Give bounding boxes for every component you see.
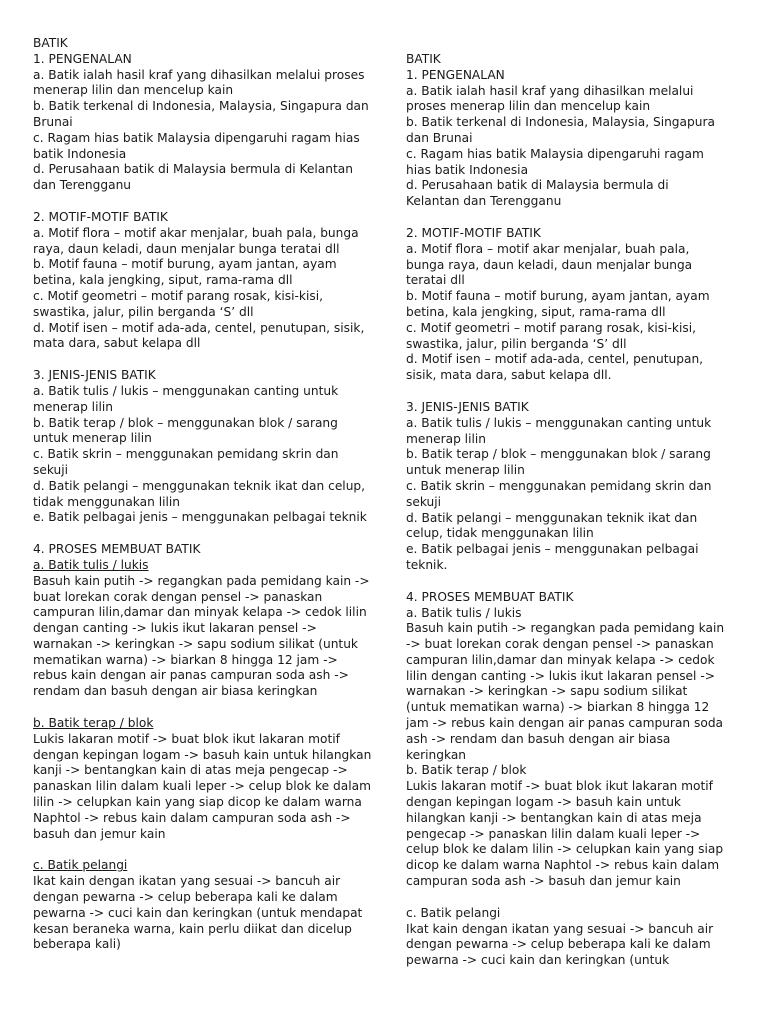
left-column bbox=[33, 36, 385, 953]
text-line: hilangkan kanji -> bentangkan kain di atas meja bbox=[406, 810, 702, 825]
text-line: warnakan -> keringkan -> sapu sodium silikat bbox=[406, 684, 688, 699]
text-line: b. Motif fauna – motif burung, ayam jantan, ayam bbox=[33, 257, 337, 272]
section-heading: c. Batik pelangi bbox=[33, 858, 128, 873]
text-line: -> buat lorekan corak dengan pensel -> panaskan bbox=[406, 637, 714, 652]
text-line: batik Indonesia bbox=[33, 146, 127, 161]
text-line: Kelantan dan Terengganu bbox=[406, 194, 562, 209]
section-gap bbox=[406, 384, 742, 400]
section-gap bbox=[406, 210, 742, 226]
text-line: dan Terengganu bbox=[33, 178, 132, 193]
text-line: 1. PENGENALAN bbox=[406, 67, 505, 82]
text-line: 1. PENGENALAN bbox=[33, 51, 132, 66]
text-line: dan Brunai bbox=[406, 130, 473, 145]
text-line: d. Perusahaan batik di Malaysia bermula di bbox=[406, 178, 669, 193]
section-heading: 4. PROSES MEMBUAT BATIK bbox=[406, 589, 574, 604]
section-gap bbox=[406, 890, 742, 906]
text-line: buat lorekan corak dengan pensel -> panaskan bbox=[33, 589, 323, 604]
section-gap bbox=[406, 574, 742, 590]
section-heading: 4. PROSES MEMBUAT BATIK bbox=[33, 542, 201, 557]
section-heading: 3. JENIS-JENIS BATIK bbox=[406, 399, 529, 414]
text-line: Ikat kain dengan ikatan yang sesuai -> bancuh air bbox=[33, 874, 341, 889]
text-line: c. Ragam hias batik Malaysia dipengaruhi ragam hias bbox=[33, 130, 360, 145]
text-line: basuh dan jemur kain bbox=[33, 826, 166, 841]
text-line: c. Ragam hias batik Malaysia dipengaruhi ragam bbox=[406, 146, 704, 161]
text-line: bunga raya, daun keladi, daun menjalar bunga bbox=[406, 257, 693, 272]
text-line: jam -> rebus kain dengan air panas campuran soda bbox=[406, 716, 724, 731]
text-line: teratai dll bbox=[406, 273, 465, 288]
text-line: pewarna -> cuci kain dan keringkan (untuk bbox=[406, 953, 670, 968]
text-line: campuran lilin,damar dan minyak kelapa -> cedok lilin bbox=[33, 605, 367, 620]
text-line: kesan beraneka warna, kain perlu diikat dan dicelup bbox=[33, 921, 352, 936]
text-line: b. Batik terkenal di Indonesia, Malaysia, Singapura bbox=[406, 115, 715, 130]
section bbox=[406, 906, 742, 969]
section-heading: 2. MOTIF-MOTIF BATIK bbox=[33, 209, 168, 224]
text-line: pewarna -> cuci kain dan keringkan (untuk mendapat bbox=[33, 905, 363, 920]
text-line: dengan kepingan logam -> basuh kain untuk bbox=[406, 795, 681, 810]
text-line: rendam dan basuh dengan air biasa keringkan bbox=[33, 684, 318, 699]
text-line: hias batik Indonesia bbox=[406, 162, 529, 177]
text-line: a. Batik tulis / lukis – menggunakan canting untuk bbox=[406, 415, 712, 430]
section bbox=[33, 716, 385, 842]
text-line: c. Batik skrin – menggunakan pemidang skrin dan bbox=[33, 447, 339, 462]
text-line: dengan canting -> lukis ikut lakaran pensel -> bbox=[33, 621, 317, 636]
right-column bbox=[406, 52, 742, 969]
section-gap bbox=[33, 352, 385, 368]
text-line: sekuji bbox=[33, 462, 69, 477]
text-line: a. Batik ialah hasil kraf yang dihasilkan melalui proses bbox=[33, 67, 365, 82]
section-gap bbox=[33, 194, 385, 210]
text-line: d. Motif isen – motif ada-ada, centel, penutupan, bbox=[406, 352, 704, 367]
text-line: Brunai bbox=[33, 114, 73, 129]
text-line: b. Batik terap / blok – menggunakan blok / sarang bbox=[33, 415, 338, 430]
section-gap bbox=[33, 526, 385, 542]
text-line: a. Batik ialah hasil kraf yang dihasilkan melalui bbox=[406, 83, 694, 98]
section-heading: 3. JENIS-JENIS BATIK bbox=[33, 368, 156, 383]
text-line: Lukis lakaran motif -> buat blok ikut lakaran motif bbox=[33, 731, 340, 746]
section bbox=[406, 226, 742, 384]
text-line: e. Batik pelbagai jenis – menggunakan pelbagai teknik bbox=[33, 510, 367, 525]
text-line: lilin dengan canting -> lukis ikut lakaran pensel -> bbox=[406, 668, 715, 683]
text-line: kanji -> bentangkan kain di atas meja pengecap -> bbox=[33, 763, 348, 778]
text-line: untuk menerap lilin bbox=[33, 431, 152, 446]
text-line: b. Batik terkenal di Indonesia, Malaysia, Singapura dan bbox=[33, 99, 369, 114]
section-heading: c. Batik pelangi bbox=[406, 905, 501, 920]
text-line: sisik, mata dara, sabut kelapa dll. bbox=[406, 368, 612, 383]
text-line: ash -> rendam dan basuh dengan air biasa bbox=[406, 731, 671, 746]
text-line: c. Motif geometri – motif parang rosak, kisi-kisi, bbox=[406, 320, 696, 335]
text-line: betina, kala jengking, siput, rama-rama dll bbox=[406, 304, 666, 319]
text-line: proses menerap lilin dan mencelup kain bbox=[406, 99, 651, 114]
section-heading: BATIK bbox=[33, 36, 68, 50]
text-line: Naphtol -> rebus kain dalam campuran soda ash -> bbox=[33, 810, 351, 825]
text-line: swastika, jalur, pilin berganda ‘S’ dll bbox=[406, 336, 627, 351]
text-line: Ikat kain dengan ikatan yang sesuai -> bancuh air bbox=[406, 921, 714, 936]
text-line: a. Batik tulis / lukis bbox=[406, 605, 522, 620]
text-line: menerap lilin bbox=[406, 431, 486, 446]
section bbox=[33, 36, 385, 194]
section-gap bbox=[33, 842, 385, 858]
text-line: Basuh kain putih -> regangkan pada pemidang kain bbox=[406, 621, 725, 636]
text-line: keringkan bbox=[406, 747, 467, 762]
text-line: d. Motif isen – motif ada-ada, centel, penutupan, sisik, bbox=[33, 320, 365, 335]
section-heading: b. Batik terap / blok bbox=[33, 716, 154, 731]
text-line: pengecap -> panaskan lilin dalam kuali leper -> bbox=[406, 826, 701, 841]
text-line: betina, kala jengking, siput, rama-rama dll bbox=[33, 273, 293, 288]
text-line: (untuk mematikan warna) -> biarkan 8 hingga 12 bbox=[406, 700, 710, 715]
text-line: celup blok ke dalam lilin -> celupkan kain yang siap bbox=[406, 842, 724, 857]
text-line: d. Batik pelangi – menggunakan teknik ikat dan bbox=[406, 510, 698, 525]
section bbox=[406, 52, 742, 210]
text-line: mata dara, sabut kelapa dll bbox=[33, 336, 201, 351]
section-gap bbox=[33, 700, 385, 716]
section bbox=[33, 542, 385, 700]
text-line: panaskan lilin dalam kuali leper -> celup blok ke dalam bbox=[33, 779, 371, 794]
text-line: menerap lilin dan mencelup kain bbox=[33, 83, 234, 98]
text-line: a. Batik tulis / lukis – menggunakan canting untuk bbox=[33, 383, 339, 398]
text-line: swastika, jalur, pilin berganda ‘S’ dll bbox=[33, 304, 254, 319]
section bbox=[33, 210, 385, 352]
text-line: untuk menerap lilin bbox=[406, 463, 525, 478]
text-line: beberapa kali) bbox=[33, 937, 121, 952]
text-line: dengan kepingan logam -> basuh kain untuk hilangkan bbox=[33, 747, 372, 762]
text-line: b. Motif fauna – motif burung, ayam jantan, ayam bbox=[406, 289, 710, 304]
section bbox=[406, 400, 742, 574]
text-line: c. Motif geometri – motif parang rosak, kisi-kisi, bbox=[33, 288, 323, 303]
section-heading: 2. MOTIF-MOTIF BATIK bbox=[406, 225, 541, 240]
text-line: raya, daun keladi, daun menjalar bunga teratai dll bbox=[33, 241, 340, 256]
text-line: b. Batik terap / blok – menggunakan blok / sarang bbox=[406, 447, 711, 462]
text-line: d. Batik pelangi – menggunakan teknik ikat dan celup, bbox=[33, 478, 366, 493]
text-line: celup, tidak menggunakan lilin bbox=[406, 526, 594, 541]
section bbox=[33, 858, 385, 953]
text-line: warnakan -> keringkan -> sapu sodium silikat (untuk bbox=[33, 636, 358, 651]
text-line: Lukis lakaran motif -> buat blok ikut lakaran motif bbox=[406, 779, 713, 794]
section-heading: BATIK bbox=[406, 52, 441, 66]
text-line: campuran lilin,damar dan minyak kelapa -> cedok bbox=[406, 652, 715, 667]
text-line: dicop ke dalam warna Naphtol -> rebus kain dalam bbox=[406, 858, 720, 873]
text-line: e. Batik pelbagai jenis – menggunakan pelbagai bbox=[406, 542, 699, 557]
text-line: c. Batik skrin – menggunakan pemidang skrin dan bbox=[406, 478, 712, 493]
section bbox=[33, 368, 385, 526]
text-line: a. Batik tulis / lukis bbox=[33, 557, 149, 572]
text-line: a. Motif flora – motif akar menjalar, buah pala, bunga bbox=[33, 225, 359, 240]
text-line: dengan pewarna -> celup beberapa kali ke dalam bbox=[406, 937, 711, 952]
text-line: d. Perusahaan batik di Malaysia bermula di Kelantan bbox=[33, 162, 353, 177]
section bbox=[406, 590, 742, 890]
text-line: campuran soda ash -> basuh dan jemur kain bbox=[406, 874, 681, 889]
text-line: sekuji bbox=[406, 494, 442, 509]
text-line: a. Motif flora – motif akar menjalar, buah pala, bbox=[406, 241, 690, 256]
text-line: teknik. bbox=[406, 557, 448, 572]
text-line: lilin -> celupkan kain yang siap dicop ke dalam warna bbox=[33, 795, 362, 810]
text-line: tidak menggunakan lilin bbox=[33, 494, 180, 509]
text-line: mematikan warna) -> biarkan 8 hingga 12 jam -> bbox=[33, 652, 338, 667]
text-line: Basuh kain putih -> regangkan pada pemidang kain -> bbox=[33, 573, 370, 588]
text-line: menerap lilin bbox=[33, 399, 113, 414]
text-line: rebus kain dengan air panas campuran soda ash -> bbox=[33, 668, 349, 683]
text-line: b. Batik terap / blok bbox=[406, 763, 527, 778]
text-line: dengan pewarna -> celup beberapa kali ke dalam bbox=[33, 890, 338, 905]
